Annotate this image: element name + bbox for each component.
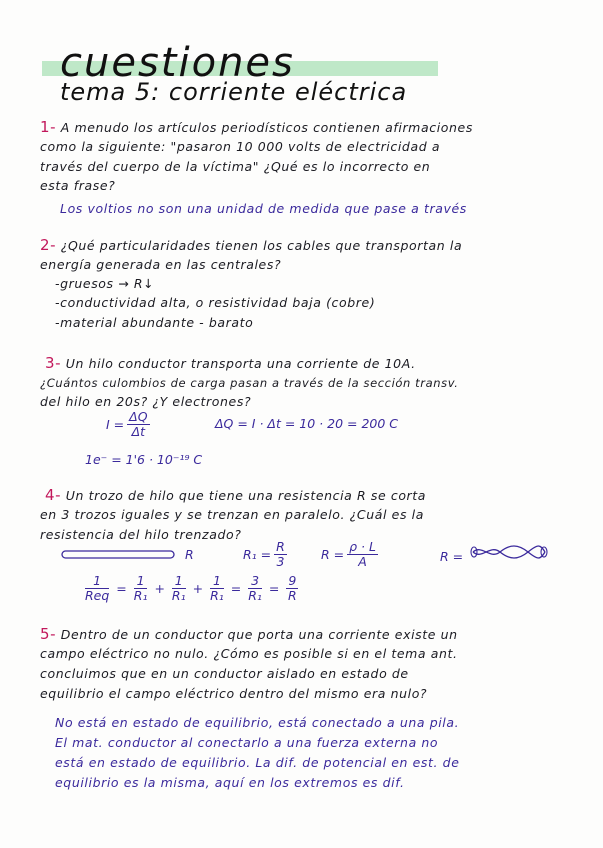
q5-line-2: campo eléctrico no nulo. ¿Cómo es posible si en el tema ant. [40,646,458,661]
q5-number: 5- [40,625,57,643]
q4-line-3: resistencia del hilo trenzado? [40,527,242,542]
q3-line-3: del hilo en 20s? ¿Y electrones? [40,394,252,409]
q5-answer-line-3: está en estado de equilibrio. La dif. de potencial en est. de [55,755,460,770]
wire-drawing [60,547,180,563]
q3-electron-charge: 1e⁻ = 1'6 · 10⁻¹⁹ C [85,452,203,467]
q2-line-2: energía generada en las centrales? [40,257,282,272]
q4-resistivity-formula: R = $\frac{\rho \cdot L}{A}$ [321,539,376,569]
q1-answer: Los voltios no son una unidad de medida que pase a través [60,201,467,216]
q4-line-1: 4- Un trozo de hilo que tiene una resistencia R se corta [45,486,427,504]
q4-r1-formula: R₁ = $\frac{R}{3}$ [243,539,285,569]
q3-line-2: ¿Cuántos culombios de carga pasan a través de la sección transv. [40,376,459,390]
q5-line-4: equilibrio el campo eléctrico dentro del mismo era nulo? [40,686,428,701]
q1-line-3: través del cuerpo de la víctima" ¿Qué es lo incorrecto en [40,159,431,174]
braided-wire-drawing [470,542,548,562]
q3-number: 3- [45,354,62,372]
q5-line-3: concluimos que en un conductor aislado en estado de [40,666,409,681]
q4-parallel-formula: $\frac{1}{\text{Req}}$ = $\frac{1}{\text{R₁}}$ + $\frac{1}{\text{R₁}}$ + $\frac{1}{\text{R₁}}$ = $\frac{3}{\text{R₁}}$ = $\frac{9}{R}$ [85,573,297,603]
q5-line-1: 5- Dentro de un conductor que porta una corriente existe un [40,625,458,643]
q2-item-1: -gruesos → R↓ [55,276,155,291]
q3-equation-charge: ΔQ = I · Δt = 10 · 20 = 200 C [215,416,399,431]
q3-equation-current: I = $\frac{\Delta Q}{\Delta t}$ [106,409,148,439]
q2-number: 2- [40,236,57,254]
q4-number: 4- [45,486,62,504]
q1-line-2: como la siguiente: "pasaron 10 000 volts de electricidad a [40,139,441,154]
q5-answer-line-2: El mat. conductor al conectarlo a una fuerza externa no [55,735,439,750]
q1-line-4: esta frase? [40,178,116,193]
wire-label: R [185,547,194,562]
q1-number: 1- [40,118,57,136]
q4-line-2: en 3 trozos iguales y se trenzan en paralelo. ¿Cuál es la [40,507,424,522]
q4-braided-label: R = [440,549,464,564]
q5-answer-line-4: equilibrio es la misma, aquí en los extremos es dif. [55,775,405,790]
q3-line-1: 3- Un hilo conductor transporta una corriente de 10A. [45,354,416,372]
q2-item-2: -conductividad alta, o resistividad baja (cobre) [55,295,376,310]
q2-item-3: -material abundante - barato [55,315,254,330]
page-title: cuestiones [60,40,295,86]
q2-line-1: 2- ¿Qué particularidades tienen los cables que transportan la [40,236,463,254]
q5-answer-line-1: No está en estado de equilibrio, está conectado a una pila. [55,715,460,730]
page-subtitle: tema 5: corriente eléctrica [60,78,408,106]
q1-line-1: 1- A menudo los artículos periodísticos contienen afirmaciones [40,118,473,136]
